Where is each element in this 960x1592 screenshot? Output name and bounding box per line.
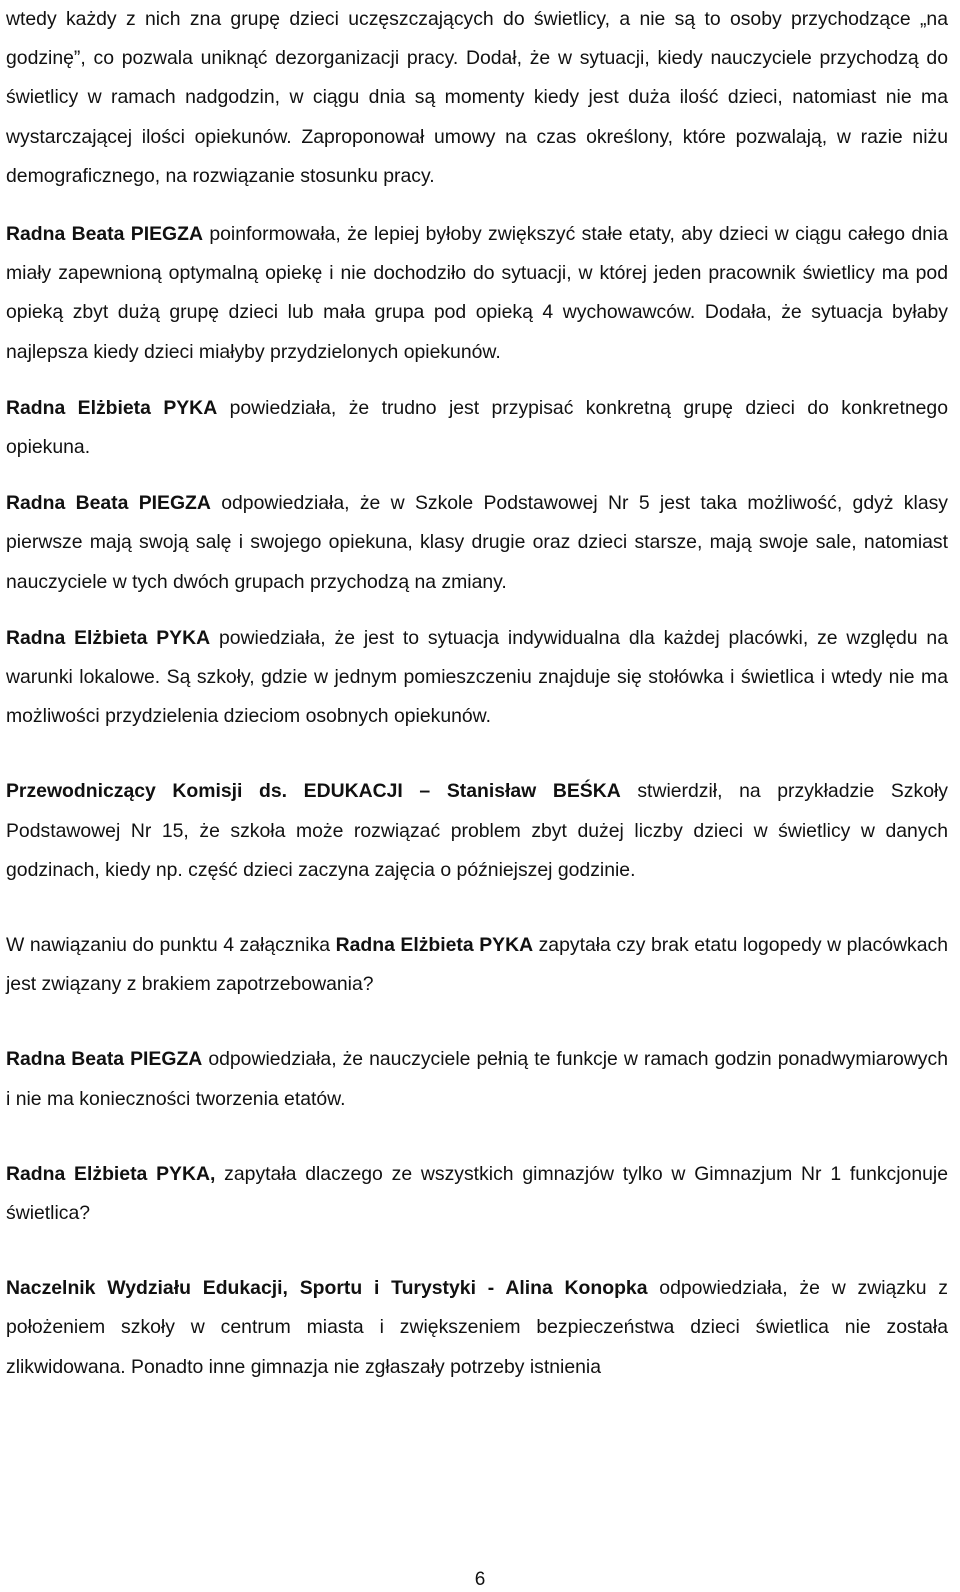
- paragraph-4: [6, 484, 948, 602]
- paragraph-10: [6, 1269, 948, 1387]
- paragraph-gap: [6, 736, 948, 772]
- paragraph-gap: [6, 1233, 948, 1269]
- paragraph-gap: [6, 372, 948, 389]
- paragraph-text: powiedziała, że trudno jest przypisać konkretną grupę dzieci do konkretnego opiekuna.: [6, 396, 948, 459]
- speaker-name: Radna Elżbieta PYKA,: [6, 1162, 216, 1185]
- paragraph-gap: [6, 602, 948, 619]
- paragraph-3: [6, 389, 948, 467]
- speaker-name: Radna Elżbieta PYKA: [6, 626, 211, 649]
- paragraph-text: zapytała czy brak etatu logopedy w placówkach jest związany z brakiem zapotrzebowania?: [6, 934, 948, 996]
- paragraph-8: [6, 1040, 948, 1118]
- speaker-name: Radna Elżbieta PYKA: [6, 396, 218, 419]
- paragraph-6: [6, 772, 948, 890]
- paragraph-9: [6, 1155, 948, 1233]
- speaker-name: Radna Elżbieta PYKA: [335, 934, 534, 957]
- paragraph-5: [6, 619, 948, 737]
- paragraph-text: odpowiedziała, że w związku z położeniem szkoły w centrum miasta i zwiększeniem bezpieczeństwa dzieci świetlica nie została zlikwidowana. Ponadto inne gimnazja nie zgłaszały potrzeby istnienia: [6, 1277, 948, 1378]
- paragraph-gap: [6, 1119, 948, 1155]
- speaker-name: Radna Beata PIEGZA: [6, 223, 203, 246]
- paragraph-text: wtedy każdy z nich zna grupę dzieci uczęszczających do świetlicy, a nie są to osoby przychodzące „na godzinę”, co pozwala uniknąć dezorganizacji pracy. Dodał, że w sytuacji, kiedy nauczyciele przychodzą do świetlicy w ramach nadgodzin, w ciągu dnia są momenty kiedy jest duża ilość dzieci, natomiast nie ma wystarczającej ilości opiekunów. Zaproponował umowy na czas określony, które pozwalają, w razie niżu demograficznego, na rozwiązanie stosunku pracy.: [6, 8, 948, 187]
- paragraph-text: poinformowała, że lepiej byłoby zwiększyć stałe etaty, aby dzieci w ciągu całego dnia miały zapewnioną optymalną opiekę i nie dochodziło do sytuacji, w której jeden pracownik świetlicy ma pod opieką zbyt dużą grupę dzieci lub mała grupa pod opieką 4 wychowawców. Dodała, że sytuacja byłaby najlepsza kiedy dzieci miałyby przydzielonych opiekunów.: [6, 223, 948, 363]
- paragraph-text: zapytała dlaczego ze wszystkich gimnazjów tylko w Gimnazjum Nr 1 funkcjonuje świetlica?: [6, 1162, 948, 1225]
- paragraph-text: odpowiedziała, że nauczyciele pełnią te funkcje w ramach godzin ponadwymiarowych i nie ma konieczności tworzenia etatów.: [6, 1048, 948, 1110]
- paragraph-7: [6, 926, 948, 1004]
- document-page: [6, 0, 948, 1387]
- paragraph-text: W nawiązaniu do punktu 4 załącznika: [6, 934, 336, 957]
- speaker-name: Radna Beata PIEGZA: [6, 492, 211, 515]
- paragraph-text: odpowiedziała, że w Szkole Podstawowej Nr 5 jest taka możliwość, gdyż klasy pierwsze mają swoją salę i swojego opiekuna, klasy drugie oraz dzieci starsze, mają swoje sale, natomiast nauczyciele w tych dwóch grupach przychodzą na zmiany.: [6, 492, 948, 593]
- speaker-name: Przewodniczący Komisji ds. EDUKACJI – Stanisław BEŚKA: [6, 780, 621, 803]
- page-number: 6: [474, 1569, 486, 1590]
- speaker-name: Naczelnik Wydziału Edukacji, Sportu i Turystyki - Alina Konopka: [6, 1277, 648, 1300]
- paragraph-text: powiedziała, że jest to sytuacja indywidualna dla każdej placówki, ze względu na warunki lokalowe. Są szkoły, gdzie w jednym pomieszczeniu znajduje się stołówka i świetlica i wtedy nie ma możliwości przydzielenia dzieciom osobnych opiekunów.: [6, 626, 948, 728]
- paragraph-text: stwierdził, na przykładzie Szkoły Podstawowej Nr 15, że szkoła może rozwiązać problem zbyt dużej liczby dzieci w świetlicy w danych godzinach, kiedy np. część dzieci zaczyna zajęcia o późniejszej godzinie.: [6, 780, 948, 881]
- paragraph-1: [6, 0, 948, 196]
- paragraph-gap: [6, 196, 948, 215]
- paragraph-gap: [6, 1004, 948, 1040]
- paragraph-gap: [6, 890, 948, 926]
- paragraph-2: [6, 215, 948, 372]
- speaker-name: Radna Beata PIEGZA: [6, 1048, 203, 1071]
- paragraph-gap: [6, 467, 948, 484]
